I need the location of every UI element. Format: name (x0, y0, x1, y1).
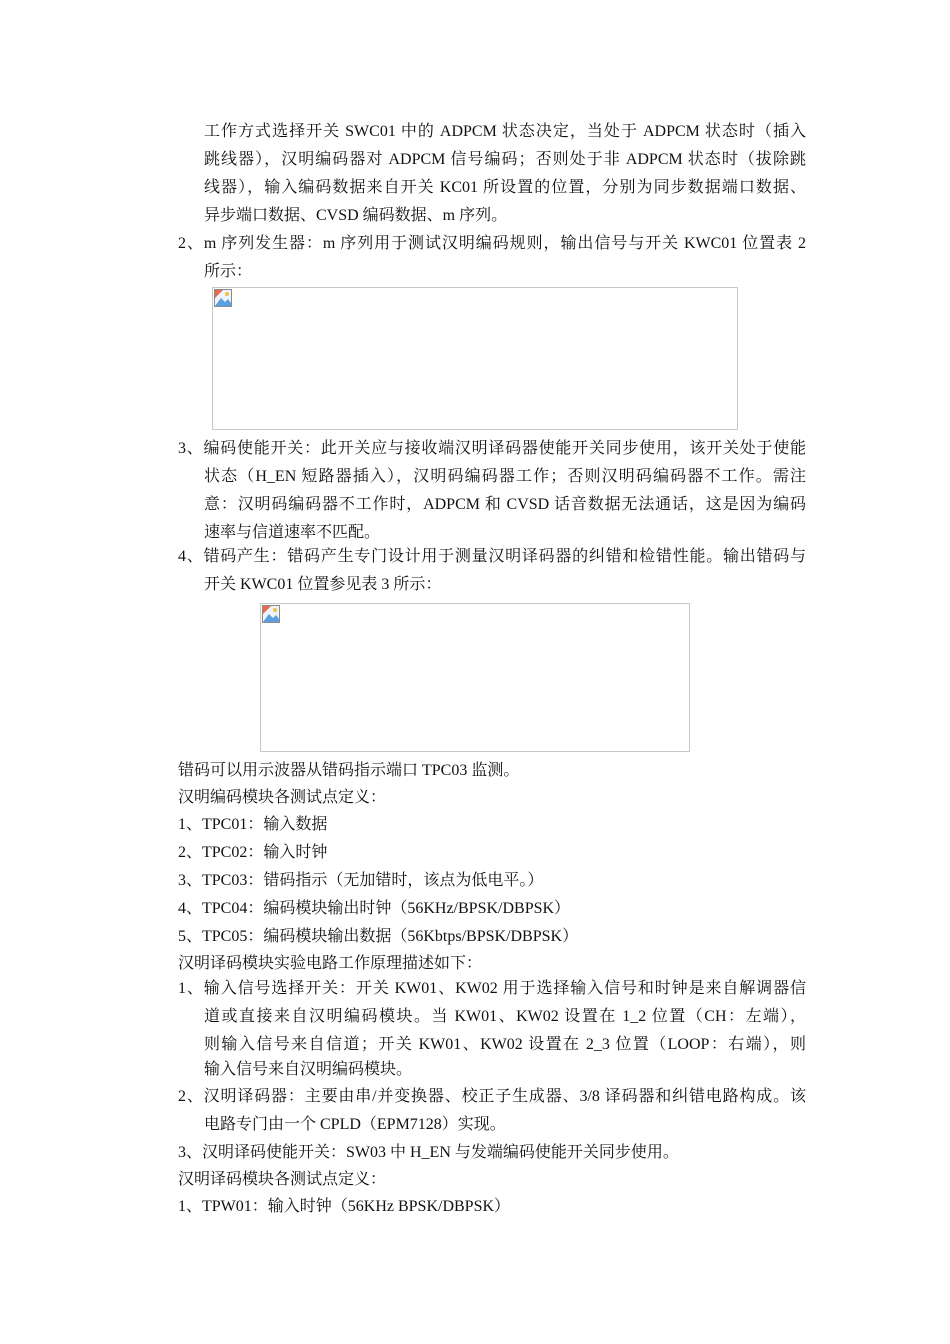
item2-line1: 2、m 序列发生器：m 序列用于测试汉明编码规则，输出信号与开关 KWC01 位置表 2 (178, 235, 806, 252)
item4-line2: 开关 KWC01 位置参见表 3 所示： (204, 576, 442, 593)
item3-line1: 3、编码使能开关：此开关应与接收端汉明译码器使能开关同步使用，该开关处于使能 (178, 440, 806, 457)
table3-image (260, 603, 690, 752)
decoder-item1-line4: 输入信号来自汉明编码模块。 (204, 1061, 413, 1078)
decoder-testpoints-heading: 汉明译码模块各测试点定义： (178, 1171, 387, 1188)
decoder-tp-item: 1、TPW01：输入时钟（56KHz BPSK/DBPSK） (178, 1198, 511, 1215)
encoder-tp-item: 1、TPC01：输入数据 (178, 816, 328, 833)
decoder-item3: 3、汉明译码使能开关：SW03 中 H_EN 与发端编码使能开关同步使用。 (178, 1144, 679, 1161)
table2-image (212, 287, 738, 430)
decoder-item1-line3: 则输入信号来自信道；开关 KW01、KW02 设置在 2_3 位置（LOOP：右端），则 (204, 1036, 806, 1053)
encoder-tp-item: 2、TPC02：输入时钟 (178, 844, 328, 861)
decoder-item1-line2: 道或直接来自汉明编码模块。当 KW01、KW02 设置在 1_2 位置（CH：左端）， (204, 1008, 806, 1025)
para1-line2: 跳线器），汉明编码器对 ADPCM 信号编码；否则处于非 ADPCM 状态时（拔除跳 (204, 151, 806, 168)
decoder-item1-line1: 1、输入信号选择开关：开关 KW01、KW02 用于选择输入信号和时钟是来自解调器信 (178, 980, 806, 997)
encoder-tp-item: 4、TPC04：编码模块输出时钟（56KHz/BPSK/DBPSK） (178, 900, 571, 917)
broken-image-icon (261, 604, 281, 624)
decoder-item2-line1: 2、汉明译码器：主要由串/并变换器、校正子生成器、3/8 译码器和纠错电路构成。该 (178, 1088, 806, 1105)
encoder-tp-item: 3、TPC03：错码指示（无加错时，该点为低电平。） (178, 872, 544, 889)
item2-line2: 所示： (204, 263, 253, 280)
error-monitor-text: 错码可以用示波器从错码指示端口 TPC03 监测。 (178, 762, 520, 779)
para1-line3: 线器），输入编码数据来自开关 KC01 所设置的位置，分别为同步数据端口数据、 (204, 179, 806, 196)
encoder-tp-item: 5、TPC05：编码模块输出数据（56Kbtps/BPSK/DBPSK） (178, 928, 579, 945)
decoder-item2-line2: 电路专门由一个 CPLD（EPM7128）实现。 (204, 1116, 506, 1133)
item3-line4: 速率与信道速率不匹配。 (204, 524, 381, 541)
item3-line3: 意：汉明码编码器不工作时，ADPCM 和 CVSD 话音数据无法通话，这是因为编码 (204, 496, 806, 513)
item4-line1: 4、错码产生：错码产生专门设计用于测量汉明译码器的纠错和检错性能。输出错码与 (178, 548, 806, 565)
item3-line2: 状态（H_EN 短路器插入），汉明码编码器工作；否则汉明码编码器不工作。需注 (204, 468, 806, 485)
encoder-testpoints-heading: 汉明编码模块各测试点定义： (178, 789, 387, 806)
para1-line4: 异步端口数据、CVSD 编码数据、m 序列。 (204, 207, 508, 224)
broken-image-icon (213, 288, 233, 308)
para1-line1: 工作方式选择开关 SWC01 中的 ADPCM 状态决定，当处于 ADPCM 状态时（插入 (204, 123, 806, 140)
decoder-heading: 汉明译码模块实验电路工作原理描述如下： (178, 955, 483, 972)
